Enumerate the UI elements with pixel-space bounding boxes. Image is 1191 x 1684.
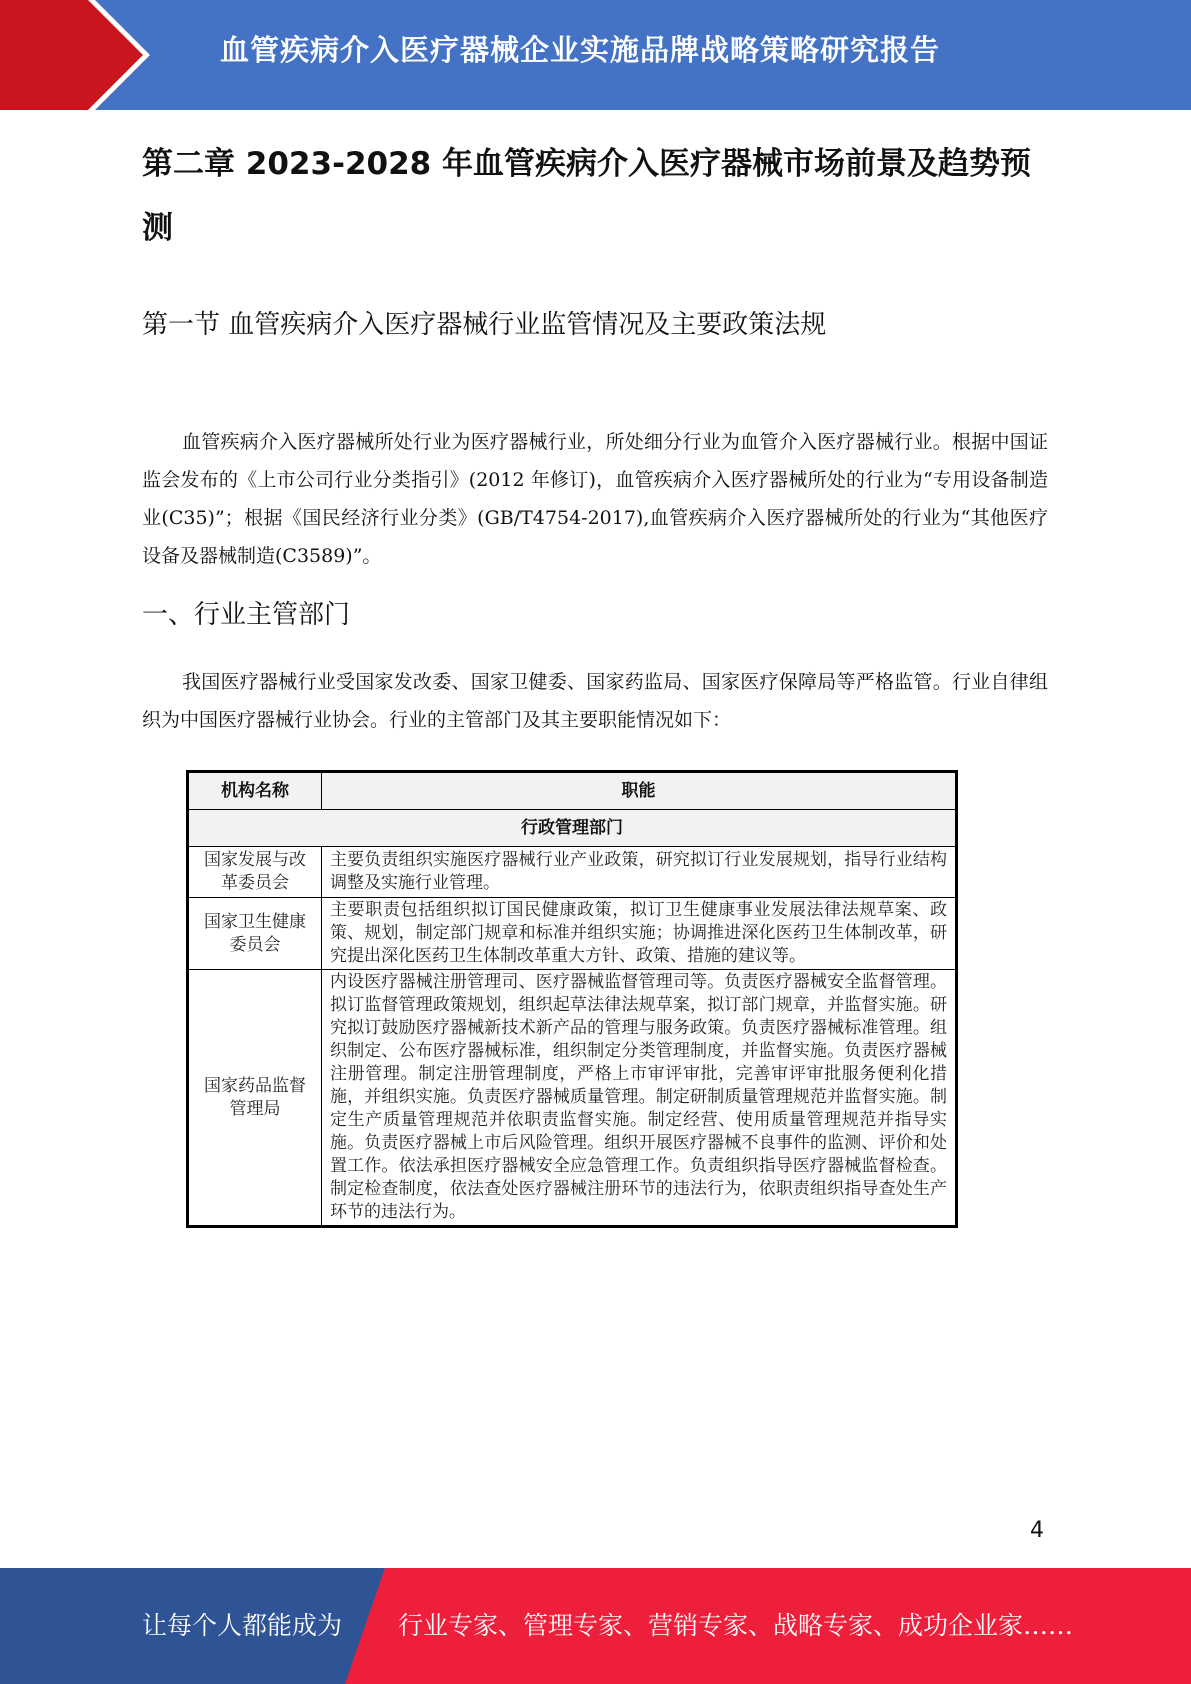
- header-banner: [0, 0, 1191, 110]
- table-row: [188, 898, 957, 970]
- table-row: [188, 970, 957, 1227]
- table-group-row: [188, 810, 957, 847]
- org-cell: 国家药品监督管理局: [188, 970, 322, 1227]
- page-content: [142, 132, 1048, 731]
- footer-slogan-left: 让每个人都能成为: [142, 1611, 343, 1640]
- function-cell: 主要负责组织实施医疗器械行业产业政策，研究拟订行业发展规划，指导行业结构调整及实施行业管理。: [322, 847, 957, 898]
- function-cell: 主要职责包括组织拟订国民健康政策，拟订卫生健康事业发展法律法规草案、政策、规划，制定部门规章和标准并组织实施；协调推进深化医药卫生体制改革，研究提出深化医药卫生体制改革重大方针、政策、措施的建议等。: [322, 898, 957, 970]
- chapter-title-line2: 测: [142, 210, 173, 246]
- page-number: 4: [1030, 1518, 1044, 1543]
- report-title: 血管疾病介入医疗器械企业实施品牌战略策略研究报告: [220, 33, 941, 67]
- chapter-title-line1: 第二章 2023-2028 年血管疾病介入医疗器械市场前景及趋势预: [142, 146, 1032, 182]
- footer-slogan-right: 行业专家、管理专家、营销专家、战略专家、成功企业家……: [398, 1611, 1074, 1640]
- header-function: 职能: [322, 772, 957, 810]
- org-cell: 国家发展与改革委员会: [188, 847, 322, 898]
- group-label-admin: 行政管理部门: [188, 810, 957, 847]
- section-title: 第一节 血管疾病介入医疗器械行业监管情况及主要政策法规: [142, 310, 827, 340]
- regulators-paragraph: 我国医疗器械行业受国家发改委、国家卫健委、国家药监局、国家医疗保障局等严格监管。行业自律组织为中国医疗器械行业协会。行业的主管部门及其主要职能情况如下：: [142, 671, 1048, 731]
- table-header-row: [188, 772, 957, 810]
- regulator-table: [186, 770, 958, 1228]
- footer-banner: [0, 1568, 1191, 1684]
- header-org-name: 机构名称: [188, 772, 322, 810]
- intro-paragraph: 血管疾病介入医疗器械所处行业为医疗器械行业，所处细分行业为血管介入医疗器械行业。根据中国证监会发布的《上市公司行业分类指引》(2012 年修订)，血管疾病介入医疗器械所处的行业为“专用设备制造业(C35)”；根据《国民经济行业分类》(GB/T4754-2017),血管疾病介入医疗器械所处的行业为“其他医疗设备及器械制造(C3589)”。: [142, 431, 1048, 567]
- org-cell: 国家卫生健康委员会: [188, 898, 322, 970]
- table-row: [188, 847, 957, 898]
- subheading-regulators: 一、行业主管部门: [142, 600, 351, 630]
- function-cell: 内设医疗器械注册管理司、医疗器械监督管理司等。负责医疗器械安全监督管理。拟订监督管理政策规划，组织起草法律法规草案，拟订部门规章，并监督实施。研究拟订鼓励医疗器械新技术新产品的管理与服务政策。负责医疗器械标准管理。组织制定、公布医疗器械标准，组织制定分类管理制度，并监督实施。负责医疗器械注册管理。制定注册管理制度，严格上市审评审批，完善审评审批服务便利化措施，并组织实施。负责医疗器械质量管理。制定研制质量管理规范并监督实施。制定生产质量管理规范并依职责监督实施。制定经营、使用质量管理规范并指导实施。负责医疗器械上市后风险管理。组织开展医疗器械不良事件的监测、评价和处置工作。依法承担医疗器械安全应急管理工作。负责组织指导医疗器械监督检查。制定检查制度，依法查处医疗器械注册环节的违法行为，依职责组织指导查处生产环节的违法行为。: [322, 970, 957, 1227]
- chapter-title: [142, 132, 1048, 260]
- red-chevron-graphic: [0, 0, 160, 110]
- regulator-table-wrap: [186, 770, 958, 1228]
